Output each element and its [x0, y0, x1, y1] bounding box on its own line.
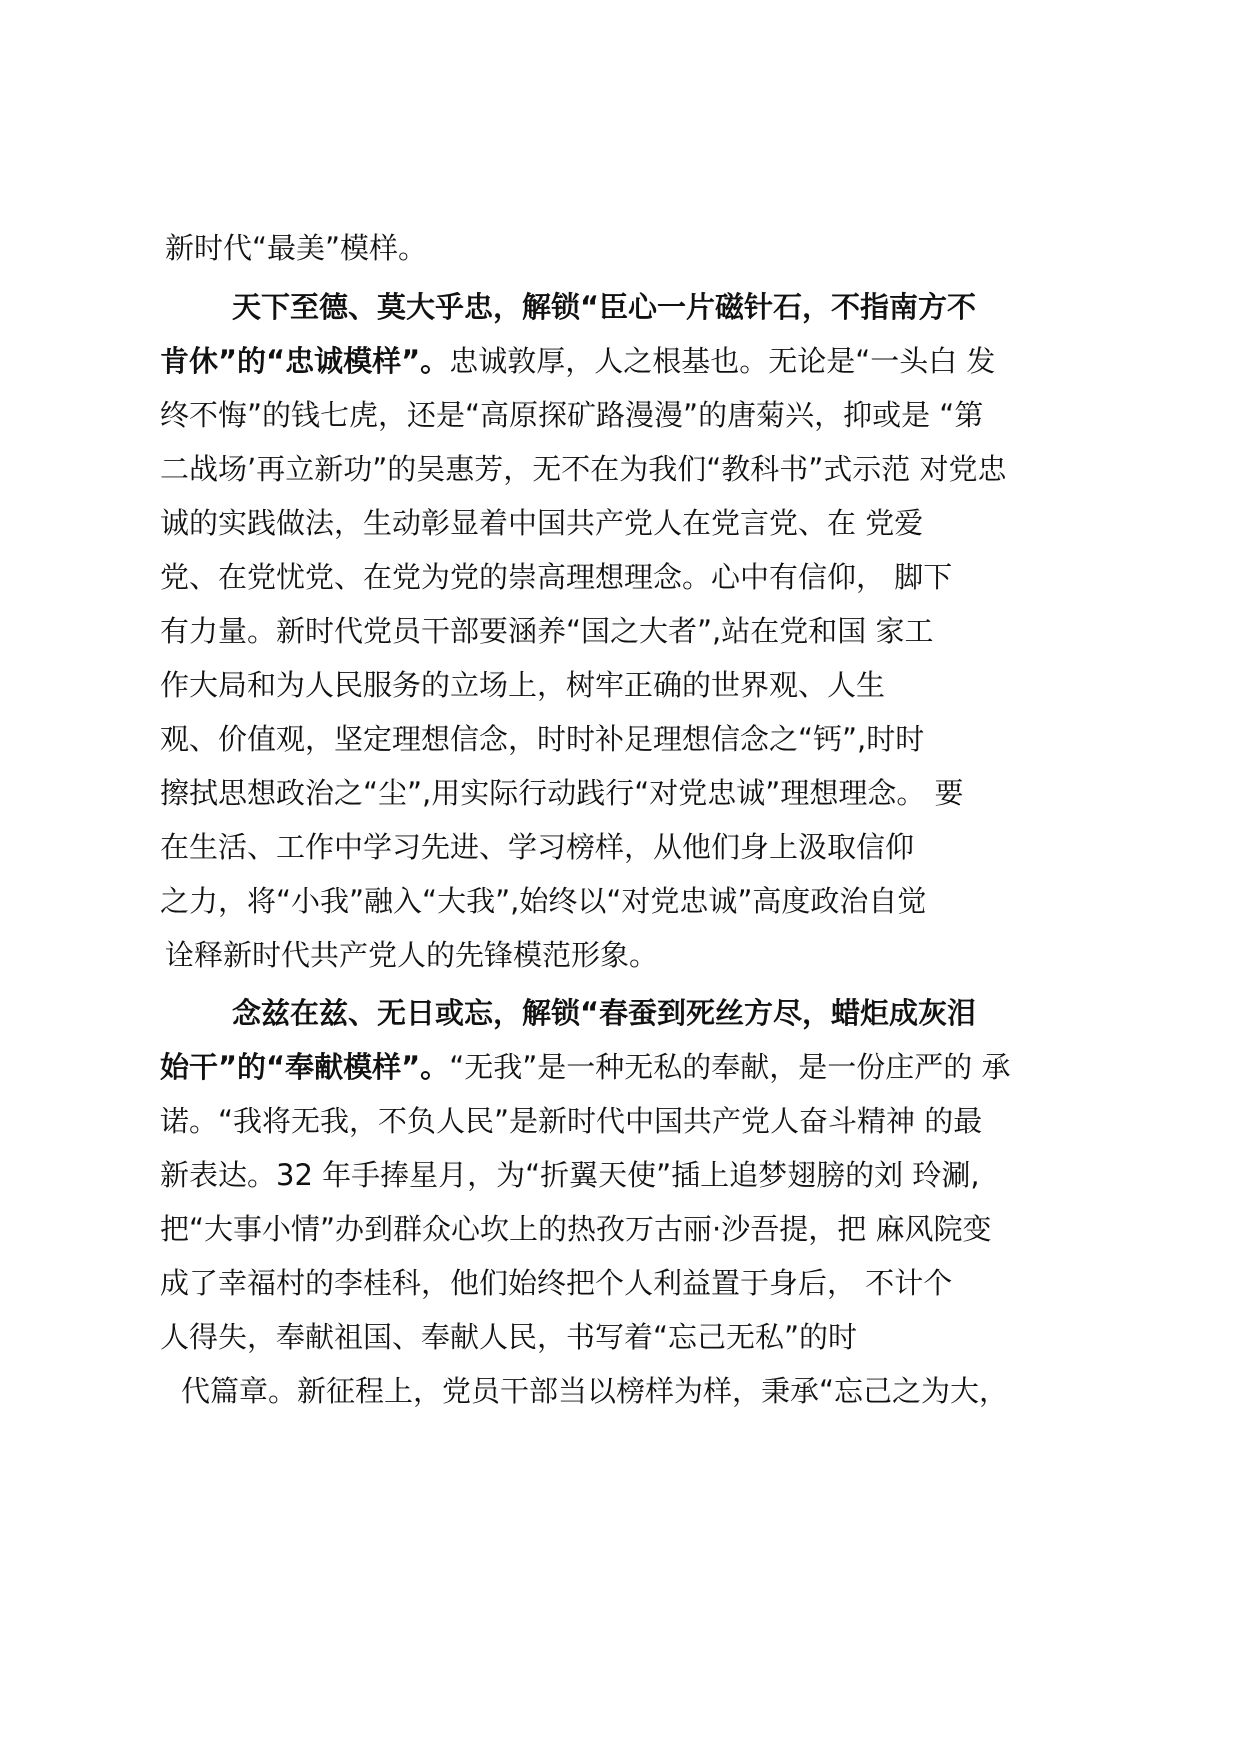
text-line: 代篇章。新征程上，党员干部当以榜样为样，秉承“忘己之为大，	[181, 1374, 1009, 1408]
text-line: 终不悔”的钱七虎，还是“高原探矿路漫漫”的唐菊兴，抑或是 “第	[160, 398, 984, 432]
text-span: “无我”是一种无私的奉献，是一份庄严的 承	[449, 1050, 1011, 1084]
text-line: 新表达。32 年手捧星月，为“折翼天使”插上追梦翅膀的刘 玲涮,	[160, 1158, 980, 1192]
text-line: 之力，将“小我”融入“大我”,始终以“对党忠诚”高度政治自觉	[160, 884, 927, 918]
text-line: 二战场’再立新功”的吴惠芳，无不在为我们“教科书”式示范 对党忠	[160, 452, 1007, 486]
text-line: 观、价值观，坚定理想信念，时时补足理想信念之“钙”,时时	[160, 722, 925, 756]
paragraph-heading: 天下至德、莫大乎忠，解锁“臣心一片磁针石，不指南方不	[232, 290, 977, 324]
text-line: 诚的实践做法，生动彰显着中国共产党人在党言党、在 党爱	[160, 506, 924, 540]
paragraph-heading-end: 始干”的“奉献模样”。	[160, 1050, 450, 1084]
paragraph-heading: 念兹在兹、无日或忘，解锁“春蚕到死丝方尽，蜡炬成灰泪	[232, 996, 977, 1030]
text-span: 忠诚敦厚，人之根基也。无论是“一头白 发	[449, 344, 996, 378]
text-line: 有力量。新时代党员干部要涵养“国之大者”,站在党和国 家工	[160, 614, 934, 648]
text-line: 擦拭思想政治之“尘”,用实际行动践行“对党忠诚”理想理念。 要	[160, 776, 964, 810]
text-line: 在生活、工作中学习先进、学习榜样，从他们身上汲取信仰	[160, 830, 915, 864]
text-line	[160, 1047, 1010, 1087]
text-line: 把“大事小情”办到群众心坎上的热孜万古丽·沙吾提，把 麻风院变	[160, 1212, 992, 1246]
text-line: 新时代“最美”模样。	[165, 231, 428, 265]
paragraph-heading-end: 肯休”的“忠诚模样”。	[160, 344, 450, 378]
text-line: 诠释新时代共产党人的先锋模范形象。	[165, 938, 659, 972]
text-line	[160, 341, 995, 381]
text-line: 党、在党忧党、在党为党的崇高理想理念。心中有信仰， 脚下	[160, 560, 953, 594]
text-line: 作大局和为人民服务的立场上，树牢正确的世界观、人生	[160, 668, 886, 702]
text-line: 诺。“我将无我，不负人民”是新时代中国共产党人奋斗精神 的最	[160, 1104, 983, 1138]
text-line: 人得失，奉献祖国、奉献人民，书写着“忘己无私”的时	[160, 1320, 858, 1354]
text-line: 成了幸福村的李桂科，他们始终把个人利益置于身后， 不计个	[160, 1266, 953, 1300]
